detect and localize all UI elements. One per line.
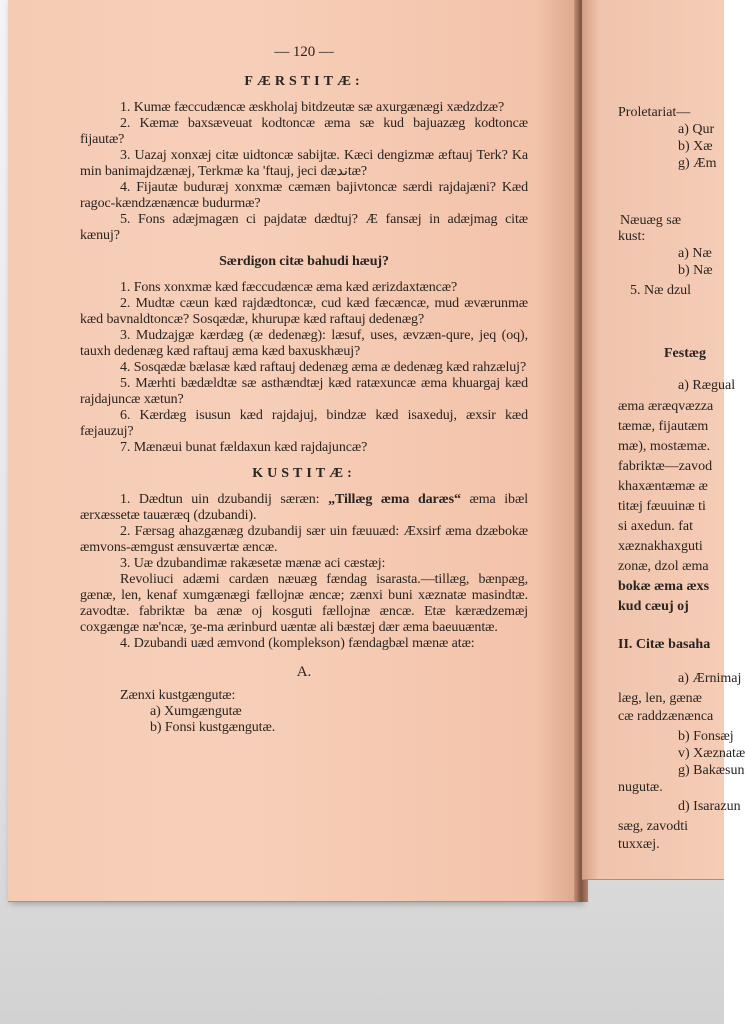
right-page-line: a) Ærnimaj [678,671,742,686]
right-page-line: bokæ æma æxs [618,579,710,594]
summer-question-item: 2. Mudtæ cæun kæd rajdædtoncæ, cud kæd fæcæncæ, mud æværunmæ kæd bavnaldtoncæ? Sosqædæ, khurupæ kæd raftauj dedenæg? [80,296,528,327]
task-item-1-topic: „Tillæg æma daræs“ [328,492,461,507]
question-item: 4. Fijautæ buduræj xonxmæ cæmæn bajivtoncæ særdi rajdajæni? Kæd ragoc-kændzænæncæ budurmæ? [80,180,528,211]
task-item-2: 2. Færsag ahazgænæg dzubandij sær uin fæuuæd: Æxsirf æma dzæbokæ æmvons-æmgust ænsuværtæ æncæ. [80,524,528,555]
section-title-summer: Særdigon citæ bahudi hæuj? [219,254,389,269]
right-page-line: cæ raddzænænca [618,709,714,724]
right-page [582,0,745,880]
section-title-questions: FÆRSTITÆ: [244,74,364,89]
question-item: 3. Uazaj xonxæj citæ uidtoncæ sabijtæ. Kæci dengizmæ æftauj Terk? Ka min banimajdzænæj, Terkmæ ka 'ftauj, jeci dæندtæ? [80,148,528,179]
task-item-4: 4. Dzubandi uæd æmvond (komplekson) fændagbæl mænæ atæ: [120,636,475,651]
right-page-line: xæznakhaxguti [618,539,703,554]
page-number: — 120 — [274,44,334,60]
question-item: 1. Kumæ fæccudæncæ æskholaj bitdzeutæ sæ axurgænægi xædzdzæ? [120,100,505,115]
summer-question-item: 3. Mudzajgæ kærdæg (æ dedenæg): læsuf, uses, ævzæn-qure, jeq (oq), tauxh dedenæg kæd raftauj æma kæd baxuskhæuj? [80,328,528,359]
summer-question-item: 6. Kærdæg isusun kæd rajdajuj, bindzæ kæd isaxeduj, æxsir kæd fæjauzuj? [80,408,528,439]
right-page-line: a) Rægual [678,378,736,393]
right-page-line: d) Isarazun [678,799,741,814]
right-page-line: g) Æm [678,156,717,171]
right-page-line: a) Næ [678,246,712,261]
task-item-1 [80,492,528,524]
right-page-line: Næuæg sæ [620,213,682,228]
left-page [8,0,582,902]
right-page-line: b) Fonsæj [678,729,734,744]
right-page-line: a) Qur [678,122,715,137]
section-title-tasks: KUSTITÆ: [252,466,356,481]
right-page-line: g) Bakæsun [678,763,745,778]
right-page-line: mæ), mostæmæ. [618,439,711,454]
right-page-line: titæj fæuuinæ ti [618,499,706,514]
subsection-item: a) Xumgængutæ [150,704,242,719]
right-page-line: fabriktæ—zavod [618,459,713,474]
subsection-intro: Zænxi kustgængutæ: [120,688,236,703]
task-item-1-post: æma ibæl ærxæssetæ tauæræq (dzubandi). [80,492,528,523]
right-page-line: khaxæntæmæ æ [618,479,708,494]
right-page-line: 5. Næ dzul [630,283,692,298]
subsection-letter: A. [296,664,312,680]
subsection-item: b) Fonsi kustgængutæ. [150,720,276,735]
question-item: 2. Kæmæ baxsæveuat kodtoncæ æma sæ kud bajuazæg kodtoncæ fijautæ? [80,116,528,147]
task-item-1-pre: 1. Dædtun uin dzubandij særæn: [120,492,329,507]
right-page-line: b) Xæ [678,139,713,154]
right-page-line: zonæ, dzol æma [618,559,709,574]
right-page-line: tuxxæj. [618,837,660,852]
right-page-line: kust: [618,229,646,244]
summer-question-item: 4. Sosqædæ bælasæ kæd raftauj dedenæg æma æ dedenæg kæd rahzæluj? [120,360,527,375]
right-page-line: nugutæ. [618,780,663,795]
subsection-list [150,704,528,736]
summer-question-item: 7. Mænæui bunat fældaxun kæd rajdajuncæ? [120,440,368,455]
summer-question-item: 1. Fons xonxmæ kæd fæccudæncæ æma kæd ærizdaxtæncæ? [120,280,458,295]
right-page-line: tæmæ, fijautæm [618,419,709,434]
right-page-line: æma æræqvæzza [618,399,714,414]
summer-question-item: 5. Mærhti bædældtæ sæ asthændtæj kæd ratæxuncæ æma khuargaj kæd rajdajuncæ xætun? [80,376,528,407]
summer-questions-list [80,280,528,456]
questions-list [80,100,528,244]
right-page-line: læg, len, gænæ [618,691,703,706]
right-page-line: si axedun. fat [618,519,694,534]
right-page-line: Proletariat— [618,105,691,120]
right-page-line: sæg, zavodti [618,819,688,834]
right-page-line: II. Citæ basaha [618,637,711,652]
task-item-3: 3. Uæ dzubandimæ rakæsetæ mænæ aci cæstæj: [120,556,386,571]
right-page-line: Festæg [664,346,706,361]
right-page-line: b) Næ [678,263,713,278]
question-item: 5. Fons adæjmagæn ci pajdatæ dædtuj? Æ fansæj in adæjmag citæ kænuj? [80,212,528,243]
left-page-content [80,44,528,736]
right-page-line: v) Xæznatæ [678,746,745,761]
task-paragraph: Revoliuci adæmi cardæn næuæg fændag isarasta.—tillæg, bænpæg, gænæ, len, kenaf xumgænægi fællojnæ æncæ; zænxi buni xæznatæ masindtæ. zavodtæ. fabriktæ ba ænæ oj kosguti fællojnæ æncæ. Etæ kærædzemæj coxgængæ næ'ncæ, ʒe-ma ærinburd uæntæ ali bæstæj dær æma baeuuæntæ. [80,572,528,635]
right-page-line: kud cæuj oj [618,599,689,614]
